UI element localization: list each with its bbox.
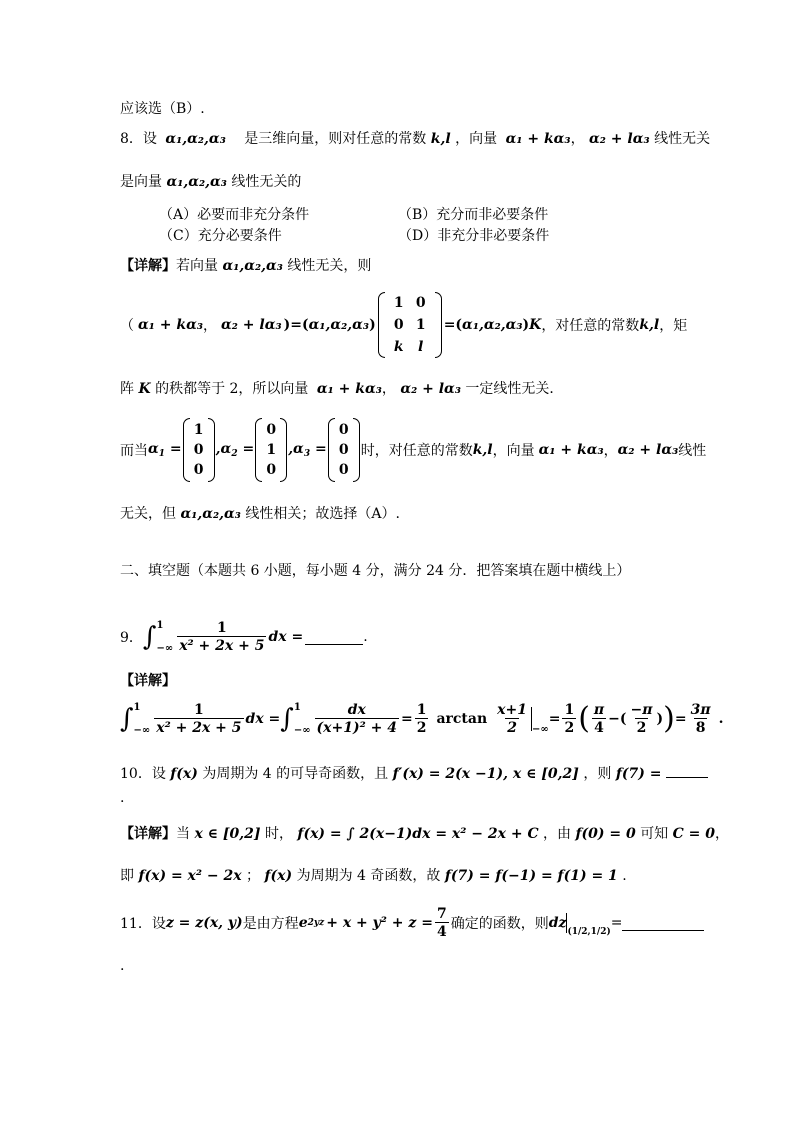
dz-symbol: dz (548, 915, 567, 931)
lower-limit: −∞ (156, 643, 174, 654)
alphas-symbol: α₁,α₂,α₃ (308, 317, 370, 333)
kl-symbol: k,l (430, 131, 451, 147)
alphas-symbol: α₁,α₂,α₃ (166, 174, 227, 190)
d10-a: 当 (176, 826, 190, 842)
fraction (415, 702, 429, 737)
detail-8-equation: （ α₁ + kα₃ ， α₂ + lα₃ )=( α₁,α₂,α₃ ) 1 0 0 1 k l =( α₁,α₂,α₃ ) K ，对任意的常数 k,l ，矩 (120, 290, 687, 360)
text-line (120, 98, 205, 118)
detail-8-line-3: 阵 K 的秩都等于 2，所以向量 α₁ + kα₃， α₂ + lα₃ 一定线性无关． (120, 381, 564, 397)
answer-b-text: 应该选（B）. (120, 101, 205, 117)
d10-b: 时， (264, 826, 293, 842)
d8-4d: 线性 (678, 443, 707, 459)
dx-symbol: dx = (268, 629, 304, 645)
alphas-symbol: α₁,α₂,α₃ (462, 317, 523, 333)
vector-e1 (183, 418, 215, 482)
matrix-cell: k (393, 339, 404, 355)
period: . (120, 790, 125, 806)
fraction (629, 702, 655, 737)
q8-line2: 是向量 (120, 174, 162, 190)
fprime-symbol: f′(x) = 2(x −1), x ∈ [0,2] (392, 766, 579, 782)
vector-e2 (255, 418, 287, 482)
arctan-text: arctan (436, 711, 488, 727)
denominator: 2 (564, 719, 575, 736)
integral-expr: f(x) = ∫ 2(x−1)dx = x² − 2x + C (297, 826, 539, 842)
numerator: 1 (194, 701, 204, 718)
option-d-text: （D）非充分非必要条件 (398, 228, 550, 244)
final-expr: f(7) = f(−1) = f(1) = 1 (444, 868, 618, 884)
k-matrix-symbol: K (529, 317, 542, 333)
integral-sign: ∫ (120, 704, 134, 734)
denominator: 8 (695, 719, 706, 736)
vector-cell: 0 (338, 422, 349, 438)
alphas-symbol: α₁,α₂,α₃ (165, 131, 226, 147)
d8-1: 若向量 (176, 258, 218, 274)
question-9 (120, 615, 368, 659)
period: . (363, 629, 368, 645)
d8-4b: 时，对任意的常数 (360, 443, 473, 459)
period: . (718, 711, 724, 727)
q11-prefix: 11．设 (120, 916, 166, 932)
q9-fraction (177, 620, 266, 655)
detail-label: 【详解】 (120, 258, 176, 274)
dx-symbol: dx = (245, 711, 281, 727)
d8-4a: 而当 (120, 443, 148, 459)
detail-9-label (120, 670, 176, 690)
d10-c: ，由 (543, 826, 572, 842)
d10-2c: 为周期为 4 奇函数，故 (296, 868, 441, 884)
q9-prefix: 9． (120, 630, 143, 646)
d8-2tail: ，对任意的常数 (541, 318, 640, 334)
fraction (435, 906, 449, 941)
answer-blank[interactable] (305, 630, 363, 645)
lower-limit: −∞ (293, 725, 311, 736)
kl-symbol: k,l (639, 317, 660, 333)
d10-2b: ； (246, 868, 261, 884)
denominator: 2 (416, 719, 427, 736)
section-2-heading (120, 560, 630, 580)
denominator: x² + 2x + 5 (179, 637, 265, 654)
e-symbol: e (298, 915, 308, 931)
fraction (495, 702, 529, 737)
q10-prefix: 10．设 (120, 766, 166, 782)
option-d (398, 225, 549, 245)
q8-line2b: 线性无关的 (231, 174, 302, 190)
d8-3c: 一定线性无关． (465, 381, 564, 397)
kl-symbol: k,l (472, 442, 493, 458)
detail-label: 【详解】 (120, 826, 176, 842)
q11-b: 确定的函数，则 (450, 916, 549, 932)
matrix-cell: l (418, 339, 424, 355)
upper-limit: 1 (156, 620, 164, 631)
d10-d: 可知 (640, 826, 669, 842)
vec2-symbol: α₂ + lα₃ (617, 442, 679, 458)
integral-limits (156, 620, 173, 654)
option-c-text: （C）充分必要条件 (159, 228, 282, 244)
equation-rest: + x + y² + z = (326, 915, 433, 931)
integral-limits (134, 702, 151, 736)
q11-a: 是由方程 (242, 916, 299, 932)
numerator: −π (630, 701, 653, 718)
question-11: 11．设 z = z(x, y) 是由方程 e 2yz + x + y² + z = $\frac{7}{4}$ 确定的函数，则 dz (1/2,1/2) = (120, 905, 704, 941)
vec1-symbol: α₁ + kα₃ (538, 442, 604, 458)
evaluation-point: (1/2,1/2) (567, 927, 611, 937)
vector-cell: 0 (193, 442, 204, 458)
integral-sign: ∫ (142, 622, 157, 652)
matrix-kl (378, 292, 442, 358)
d10-2a: 即 (120, 868, 134, 884)
vector-e3 (328, 418, 360, 482)
numerator: 1 (416, 701, 427, 718)
matrix-cell: 0 (393, 317, 404, 333)
fraction (154, 702, 243, 737)
fraction (689, 702, 713, 737)
d8-3b: 的秩都等于 2，所以向量 (155, 381, 309, 397)
c0-symbol: C = 0 (672, 826, 716, 842)
detail-label: 【详解】 (120, 673, 176, 689)
k-matrix-symbol: K (138, 381, 151, 397)
q11-dot (120, 958, 124, 974)
vector-cell: 1 (193, 422, 204, 438)
upper-limit: 1 (293, 702, 301, 713)
matrix-cell: 1 (393, 295, 404, 311)
vec2-symbol: α₂ + lα₃ (221, 317, 282, 333)
vector-cell: 0 (338, 462, 349, 478)
q10-a: 为周期为 4 的可导奇函数，且 (202, 766, 389, 782)
question-10 (120, 763, 708, 783)
q8-text2: ，向量 (455, 131, 498, 147)
answer-blank[interactable] (666, 763, 708, 778)
q8-text3: 线性无关 (654, 131, 711, 147)
detail-8-line-1 (120, 255, 371, 275)
q10-dot (120, 790, 124, 806)
vector-cell: 0 (266, 422, 277, 438)
vec1-symbol: α₁ + kα₃ (505, 131, 571, 147)
z-symbol: z = z(x, y) (165, 915, 243, 931)
q8-prefix: 8．设 (120, 131, 157, 147)
matrix-cell: 1 (415, 317, 426, 333)
numerator: 1 (216, 619, 227, 636)
detail-10-line-2 (120, 865, 627, 885)
section-2-text: 二、填空题（本题共 6 小题，每小题 4 分，满分 24 分．把答案填在题中横线上） (120, 563, 631, 579)
denominator: 2 (507, 719, 517, 736)
period: . (120, 958, 125, 974)
vec2-symbol: α₂ + lα₃ (589, 131, 650, 147)
detail-9-equation: ∫ 1 −∞ $\frac{1}{\text{x² + 2x + 5}}$ dx = ∫ 1 −∞ $\frac{dx}{\text{(x+1)² + 4}}$ = $\frac{1}{2}$ arctan $\frac{x+1}{2}$ −∞ = $\frac{1}{2}$ ( $\frac{\pi}{4}$ −( $\frac{-\pi}{2}$ ) ) = $\frac{3\pi}{8}$ . (120, 701, 724, 736)
numerator: π (593, 701, 605, 718)
detail-8-line-5 (120, 503, 400, 523)
vector-cell: 0 (266, 462, 277, 478)
period: . (622, 868, 627, 884)
question-8-line-2 (120, 171, 301, 191)
q10-b: ，则 (583, 766, 612, 782)
d8-1b: 线性无关，则 (287, 258, 372, 274)
d8-5a: 无关，但 (120, 506, 176, 522)
numerator: dx (347, 701, 366, 718)
option-c (159, 225, 282, 245)
fraction (592, 702, 606, 737)
alphas-symbol: α₁,α₂,α₃ (180, 506, 241, 522)
vec1-symbol: α₁ + kα₃ (138, 317, 203, 333)
option-b (398, 204, 548, 224)
option-a-text: （A）必要而非充分条件 (159, 207, 310, 223)
vector-cell: 1 (266, 442, 277, 458)
answer-blank[interactable] (622, 916, 704, 931)
numerator: 3π (690, 701, 711, 718)
numerator: 7 (436, 905, 447, 922)
d8-4c: ，向量 (492, 443, 535, 459)
fx-symbol: f(x) (170, 766, 198, 782)
integral-sign: ∫ (280, 704, 294, 734)
fraction (315, 702, 399, 737)
numerator: 1 (564, 701, 575, 718)
matrix-cell: 0 (415, 295, 426, 311)
vector-cell: 0 (193, 462, 204, 478)
denominator: x² + 2x + 5 (156, 719, 242, 736)
lower-limit: −∞ (133, 725, 151, 736)
option-b-text: （B）充分而非必要条件 (398, 207, 549, 223)
q8-text1: 是三维向量，则对任意的常数 (244, 131, 427, 147)
vec2-symbol: α₂ + lα₃ (400, 381, 461, 397)
denominator: 4 (594, 719, 604, 736)
d8-2end: ，矩 (659, 318, 688, 334)
fx-expr: f(x) = x² − 2x (138, 868, 242, 884)
fraction (562, 702, 576, 737)
detail-10-line-1: 【详解】当 x ∈ [0,2] 时， f(x) = ∫ 2(x−1)dx = x² − 2x + C ，由 f(0) = 0 可知 C = 0， (120, 826, 730, 842)
integral-limits (294, 702, 311, 736)
f7-symbol: f(7) = (615, 766, 662, 782)
lower-limit: −∞ (531, 724, 549, 735)
numerator: x+1 (497, 701, 527, 718)
question-8-line-1: 8．设 α₁,α₂,α₃ 是三维向量，则对任意的常数 k,l ，向量 α₁ + kα₃， α₂ + lα₃ 线性无关 (120, 131, 711, 147)
d8-3a: 阵 (120, 381, 134, 397)
f0-symbol: f(0) = 0 (575, 826, 636, 842)
alphas-symbol: α₁,α₂,α₃ (222, 258, 283, 274)
d8-5b: 线性相关；故选择（A）. (245, 506, 400, 522)
vector-cell: 0 (338, 442, 349, 458)
vec1-symbol: α₁ + kα₃ (316, 381, 382, 397)
range-symbol: x ∈ [0,2] (194, 826, 261, 842)
detail-8-line-4: 而当 $\alpha_1$ = 1 0 0 $,\alpha_2$ = 0 1 0 $,\alpha_3$ = 0 0 0 时，对任意的常数 k,l ，向量 α₁ + kα₃ ， α₂ + lα₃ 线性 (120, 415, 706, 485)
option-a (159, 204, 309, 224)
denominator: (x+1)² + 4 (316, 719, 397, 736)
denominator: 2 (636, 719, 647, 736)
fx-symbol: f(x) (264, 868, 293, 884)
upper-limit: 1 (133, 702, 141, 713)
exponent: 2yz (307, 918, 325, 928)
denominator: 4 (436, 923, 447, 940)
